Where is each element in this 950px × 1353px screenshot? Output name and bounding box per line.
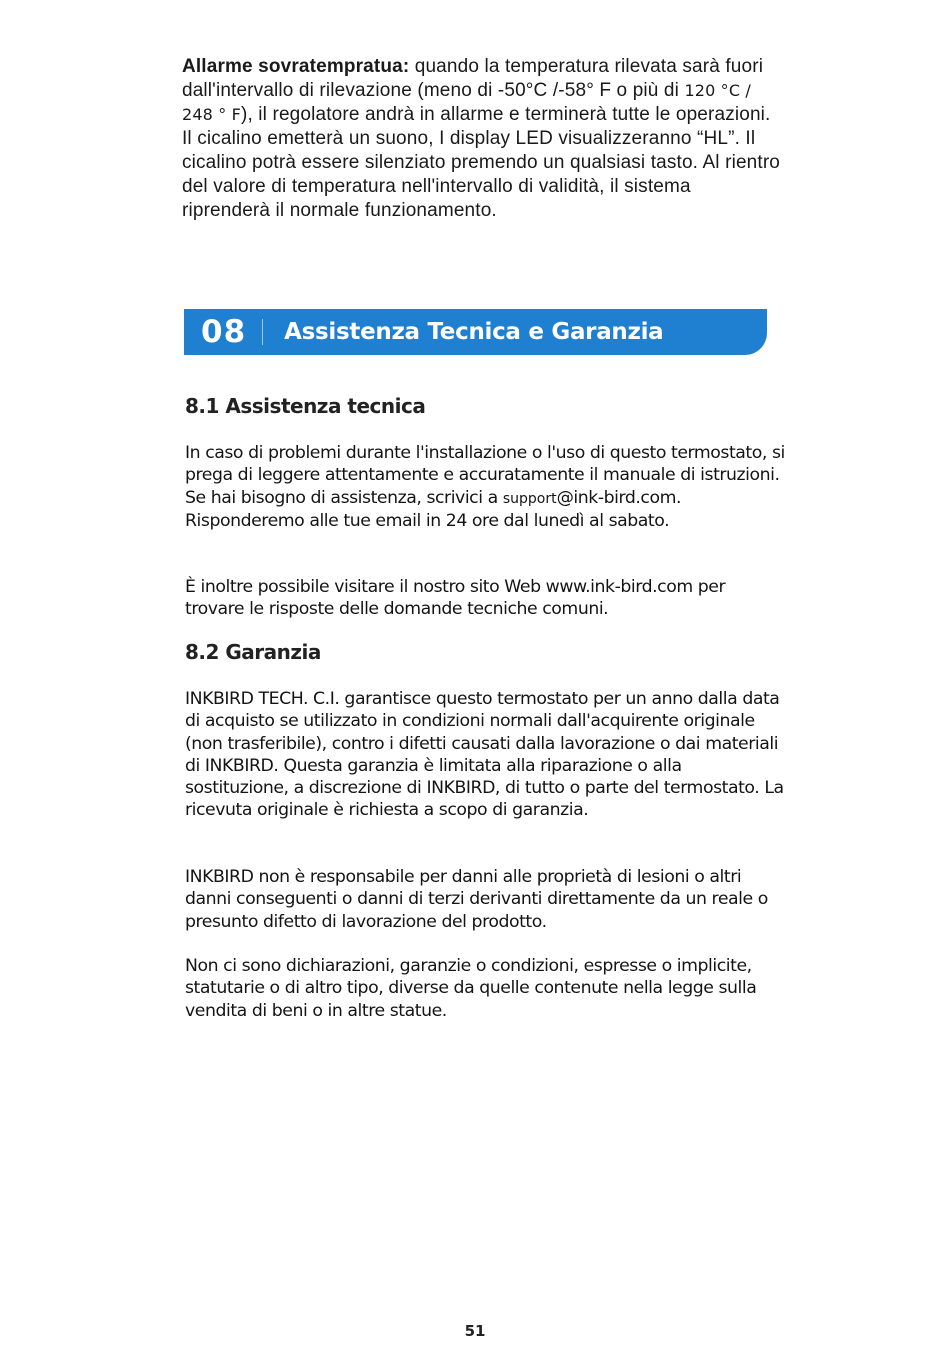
chapter-title: Assistenza Tecnica e Garanzia bbox=[284, 319, 664, 345]
section-8-1-body bbox=[185, 442, 785, 532]
website-paragraph-block bbox=[185, 576, 785, 621]
alarm-temperature-range: 120 °C / 248 ° F bbox=[182, 81, 751, 124]
over-temperature-alarm-paragraph bbox=[182, 55, 782, 223]
warranty-paragraph-2: INKBIRD non è responsabile per danni alle proprietà di lesioni o altri danni conseguenti o danni di terzi derivanti direttamente da un reale o presunto difetto di lavorazione del prodotto. bbox=[185, 867, 768, 932]
alarm-label: Allarme sovratempratua: bbox=[182, 56, 410, 77]
support-word: support bbox=[502, 490, 557, 507]
warranty-paragraph-2-block bbox=[185, 866, 785, 933]
section-8-1-heading: 8.1 Assistenza tecnica bbox=[185, 394, 426, 418]
section-8-2 bbox=[185, 640, 785, 664]
alarm-text-part1: quando la temperatura rilevata sarà fuori dall'intervallo di rilevazione (meno di -50°C /-58° F o più di bbox=[182, 56, 764, 101]
warranty-paragraph-3: Non ci sono dichiarazioni, garanzie o condizioni, espresse o implicite, statutarie o di altro tipo, diverse da quelle contenute nella legge sulla vendita di beni o in altre statue. bbox=[185, 956, 757, 1021]
support-text-part1: In caso di problemi durante l'installazione o l'uso di questo termostato, si prega di leggere attentamente e accuratamente il manuale di istruzioni. Se hai bisogno di assistenza, scrivici a bbox=[185, 443, 785, 508]
website-paragraph: È inoltre possibile visitare il nostro sito Web www.ink-bird.com per trovare le risposte delle domande tecniche comuni. bbox=[185, 577, 726, 620]
support-paragraph bbox=[185, 442, 785, 532]
section-8-2-heading: 8.2 Garanzia bbox=[185, 640, 321, 664]
warranty-paragraph-1: INKBIRD TECH. C.I. garantisce questo termostato per un anno dalla data di acquisto se utilizzato in condizioni normali dall'acquirente originale (non trasferibile), contro i difetti causati dalla lavorazione o dai materiali di INKBIRD. Questa garanzia è limitata alla riparazione o alla sostituzione, a discrezione di INKBIRD, di tutto o parte del termostato. La ricevuta originale è richiesta a scopo di garanzia. bbox=[185, 689, 784, 821]
warranty-paragraph-3-block bbox=[185, 955, 785, 1022]
warranty-paragraph-1-block bbox=[185, 688, 785, 822]
chapter-number: 08 bbox=[201, 314, 247, 350]
section-8-1 bbox=[185, 394, 785, 418]
page-number: 51 bbox=[464, 1322, 486, 1340]
chapter-divider bbox=[262, 319, 263, 345]
support-text-part2: @ink-bird.com. Risponderemo alle tue email in 24 ore dal lunedì al sabato. bbox=[185, 487, 681, 531]
chapter-banner bbox=[184, 309, 767, 355]
alarm-text-part2: ), il regolatore andrà in allarme e terminerà tutte le operazioni. Il cicalino emetterà un suono, I display LED visualizzeranno “HL”. Il cicalino potrà essere silenziato premendo un qualsiasi tasto. Al rientro del valore di temperatura nell'intervallo di validità, il sistema riprenderà il normale funzionamento. bbox=[182, 104, 781, 221]
